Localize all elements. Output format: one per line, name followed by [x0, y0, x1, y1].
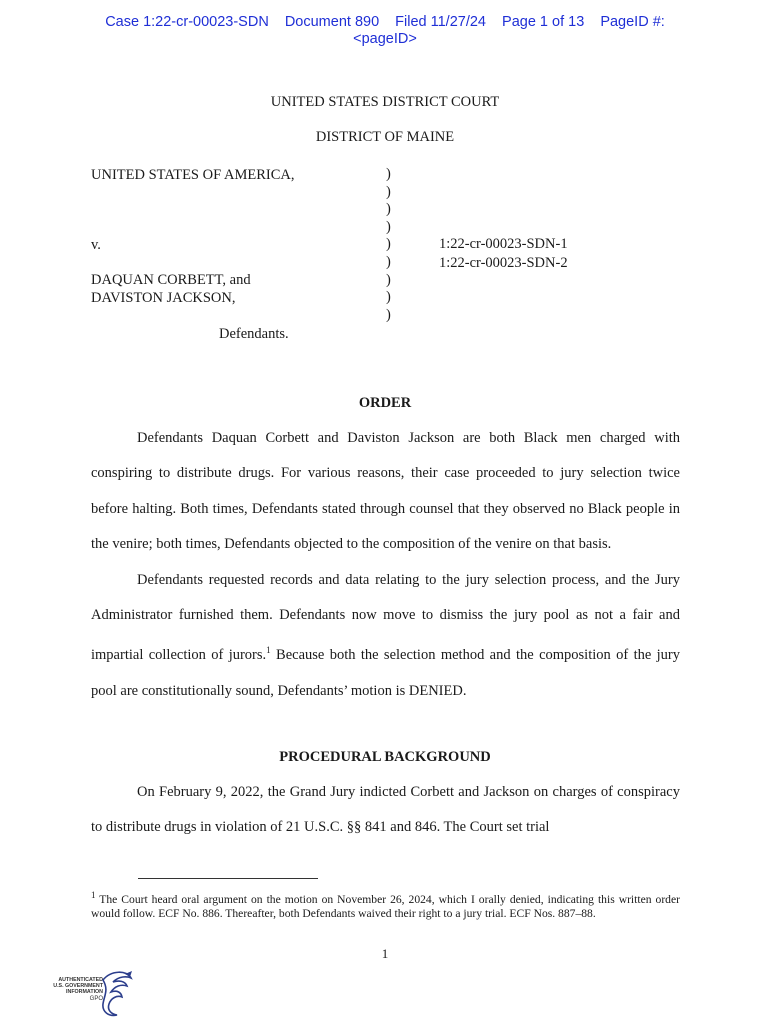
stamp-page: Page 1 of 13	[502, 14, 585, 30]
footnote-divider	[138, 878, 318, 879]
order-paragraph-2: Defendants requested records and data relating to the jury selection process, and the Jury Administrator furnished them. Defendants now move to dismiss the jury pool as not a fair and impartial collection of jurors.$^1$ Because both the selection method and the composition of the jury pool are constitutionally sound, Defendants’ motion is DENIED.	[91, 571, 681, 699]
stamp-case: Case 1:22-cr-00023-SDN	[105, 14, 269, 30]
order-body	[91, 421, 680, 709]
case-number-1: 1:22-cr-00023-SDN-1	[439, 236, 568, 252]
footnote-marker: 1	[91, 890, 96, 900]
case-numbers	[439, 235, 568, 273]
case-number-2: 1:22-cr-00023-SDN-2	[439, 255, 568, 271]
stamp-pageid: PageID #:	[600, 14, 665, 30]
gpo-authentication-seal	[45, 968, 135, 1018]
gpo-seal-text: AUTHENTICATED U.S. GOVERNMENT INFORMATION GPO	[53, 977, 103, 1002]
caption-parentheses: ) ) ) ) ) ) ) ) )	[386, 166, 391, 323]
caption-defendant-2: DAVISTON JACKSON,	[91, 290, 236, 306]
gpo-eagle-icon	[97, 968, 135, 1018]
footnote-reference[interactable]: 1	[266, 645, 271, 656]
order-heading: ORDER	[358, 395, 412, 411]
background-paragraph-1: On February 9, 2022, the Grand Jury indicted Corbett and Jackson on charges of conspiracy to distribute drugs in violation of 21 U.S.C. §§ 841 and 846. The Court set trial	[91, 784, 680, 836]
caption-role: Defendants.	[219, 326, 289, 342]
background-heading: PROCEDURAL BACKGROUND	[279, 749, 491, 765]
stamp-filed: Filed 11/27/24	[395, 14, 486, 30]
footnote-text: The Court heard oral argument on the motion on November 26, 2024, which I orally denied, indicating this written order would follow. ECF No. 886. Thereafter, both Defendants waived their right to a jury trial. ECF Nos. 887–88.	[91, 892, 680, 921]
order-paragraph-1: Defendants Daquan Corbett and Daviston Jackson are both Black men charged with conspiring to distribute drugs. For various reasons, their case proceeded to jury selection twice before halting. Both times, Defendants stated through counsel that they observed no Black people in the venire; both times, Defendants objected to the composition of the venire on that basis.	[91, 430, 680, 553]
caption-versus: v.	[91, 237, 101, 253]
background-body	[91, 775, 680, 846]
stamp-pageid-value: <pageID>	[353, 31, 417, 47]
caption-defendant-1: DAQUAN CORBETT, and	[91, 272, 251, 288]
caption-plaintiff: UNITED STATES OF AMERICA,	[91, 167, 295, 183]
page-number: 1	[381, 946, 389, 961]
stamp-document: Document 890	[284, 14, 380, 30]
footnote	[91, 888, 680, 922]
court-district: DISTRICT OF MAINE	[315, 129, 455, 145]
court-name: UNITED STATES DISTRICT COURT	[270, 94, 500, 110]
ecf-header-stamp	[0, 14, 770, 48]
